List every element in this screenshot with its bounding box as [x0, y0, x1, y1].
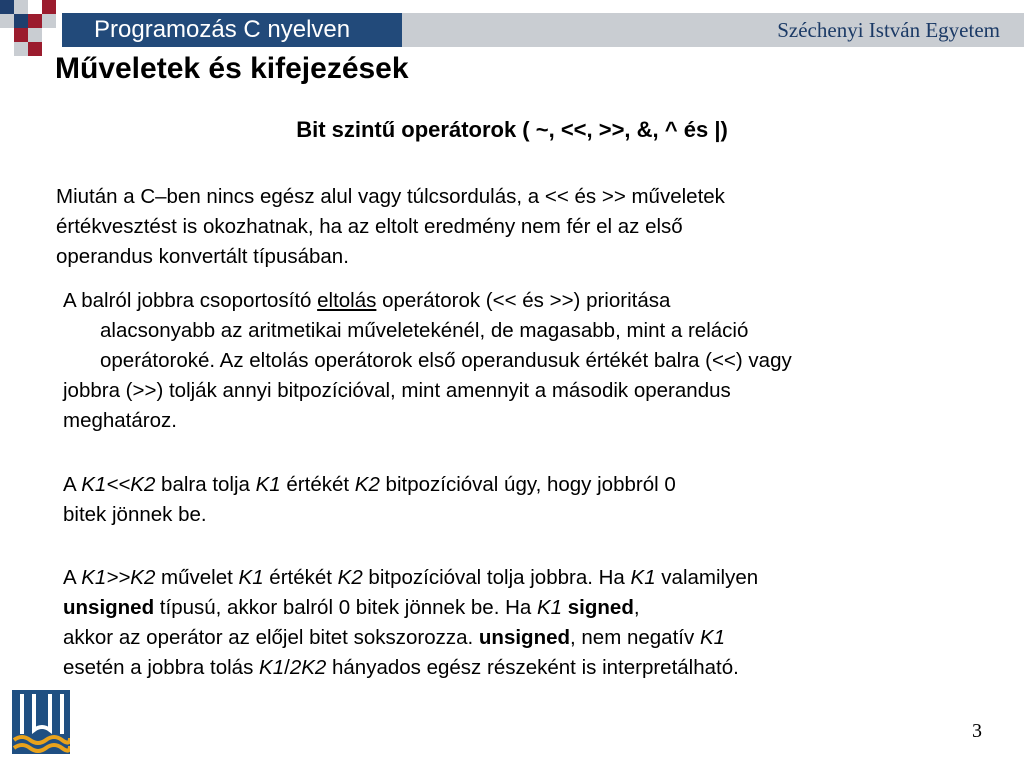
bold-term: signed — [567, 596, 634, 619]
italic-term: K1 — [630, 566, 656, 589]
text-line — [63, 623, 1003, 653]
italic-term: K1 — [259, 656, 285, 679]
text-line: értékvesztést is okozhatnak, ha az eltolt eredmény nem fér el az első — [56, 215, 683, 238]
italic-term: K1 — [699, 626, 726, 649]
text-run: valamilyen — [655, 566, 759, 589]
text-run: típusú, akkor balról 0 bitek jönnek be. Ha — [154, 596, 537, 619]
course-title: Programozás C nyelven — [62, 13, 402, 47]
text-run: bitpozícióval úgy, hogy jobbról 0 — [379, 473, 676, 496]
bold-term: unsigned — [478, 626, 571, 649]
italic-term: K1>>K2 — [81, 566, 156, 589]
text-run: értékét — [263, 566, 338, 589]
text-line: meghatároz. — [63, 409, 177, 432]
text-run: A — [63, 473, 82, 496]
page-number: 3 — [972, 720, 982, 742]
slide-title: Műveletek és kifejezések — [55, 52, 409, 85]
italic-term: K2 — [337, 566, 363, 589]
text-run: A balról jobbra csoportosító — [63, 289, 318, 312]
text-run: értékét — [280, 473, 355, 496]
text-line: operátoroké. Az eltolás operátorok első operandusuk értékét balra (<<) vagy — [100, 349, 792, 372]
italic-term: K1 — [238, 566, 264, 589]
text-line — [63, 286, 1003, 316]
text-run: A — [63, 566, 82, 589]
text-run: operátorok (<< és >>) prioritása — [376, 289, 671, 312]
italic-term: 2K2 — [289, 656, 327, 679]
bold-term: unsigned — [63, 596, 155, 619]
italic-term: K1 — [537, 596, 563, 619]
paragraph-overflow — [56, 182, 996, 272]
text-run: esetén a jobbra tolás — [63, 656, 260, 679]
slide-subtitle: Bit szintű operátorok ( ~, <<, >>, &, ^ és |) — [296, 117, 728, 142]
text-run: hányados egész részeként is interpretálható. — [326, 656, 739, 679]
text-run: bitpozícióval tolja jobbra. Ha — [362, 566, 631, 589]
text-run: balra tolja — [155, 473, 256, 496]
text-line — [63, 563, 1003, 593]
university-name: Széchenyi István Egyetem — [777, 18, 1000, 42]
italic-term: K2 — [354, 473, 380, 496]
text-run: akkor az operátor az előjel bitet sokszorozza. — [63, 626, 479, 649]
text-line: bitek jönnek be. — [63, 503, 207, 526]
text-line: Miután a C–ben nincs egész alul vagy túlcsordulás, a << és >> műveletek — [56, 185, 725, 208]
text-line: alacsonyabb az aritmetikai műveletekénél, de magasabb, mint a reláció — [100, 319, 749, 342]
text-line — [63, 593, 1003, 623]
paragraph-right-shift — [63, 563, 1003, 683]
university-logo-icon — [12, 690, 70, 754]
paragraph-shift-precedence — [63, 286, 1003, 436]
underlined-term: eltolás — [317, 289, 377, 312]
text-line: jobbra (>>) tolják annyi bitpozícióval, mint amennyit a második operandus — [63, 379, 731, 402]
text-run: / — [284, 656, 290, 679]
text-line: operandus konvertált típusában. — [56, 245, 349, 268]
text-line — [63, 653, 1003, 683]
text-run: , nem negatív — [570, 626, 700, 649]
text-line — [63, 470, 1003, 500]
text-run: , — [633, 596, 640, 619]
italic-term: K1<<K2 — [81, 473, 156, 496]
header-bar — [62, 13, 1024, 47]
text-run: művelet — [155, 566, 239, 589]
paragraph-left-shift — [63, 470, 1003, 530]
italic-term: K1 — [255, 473, 281, 496]
